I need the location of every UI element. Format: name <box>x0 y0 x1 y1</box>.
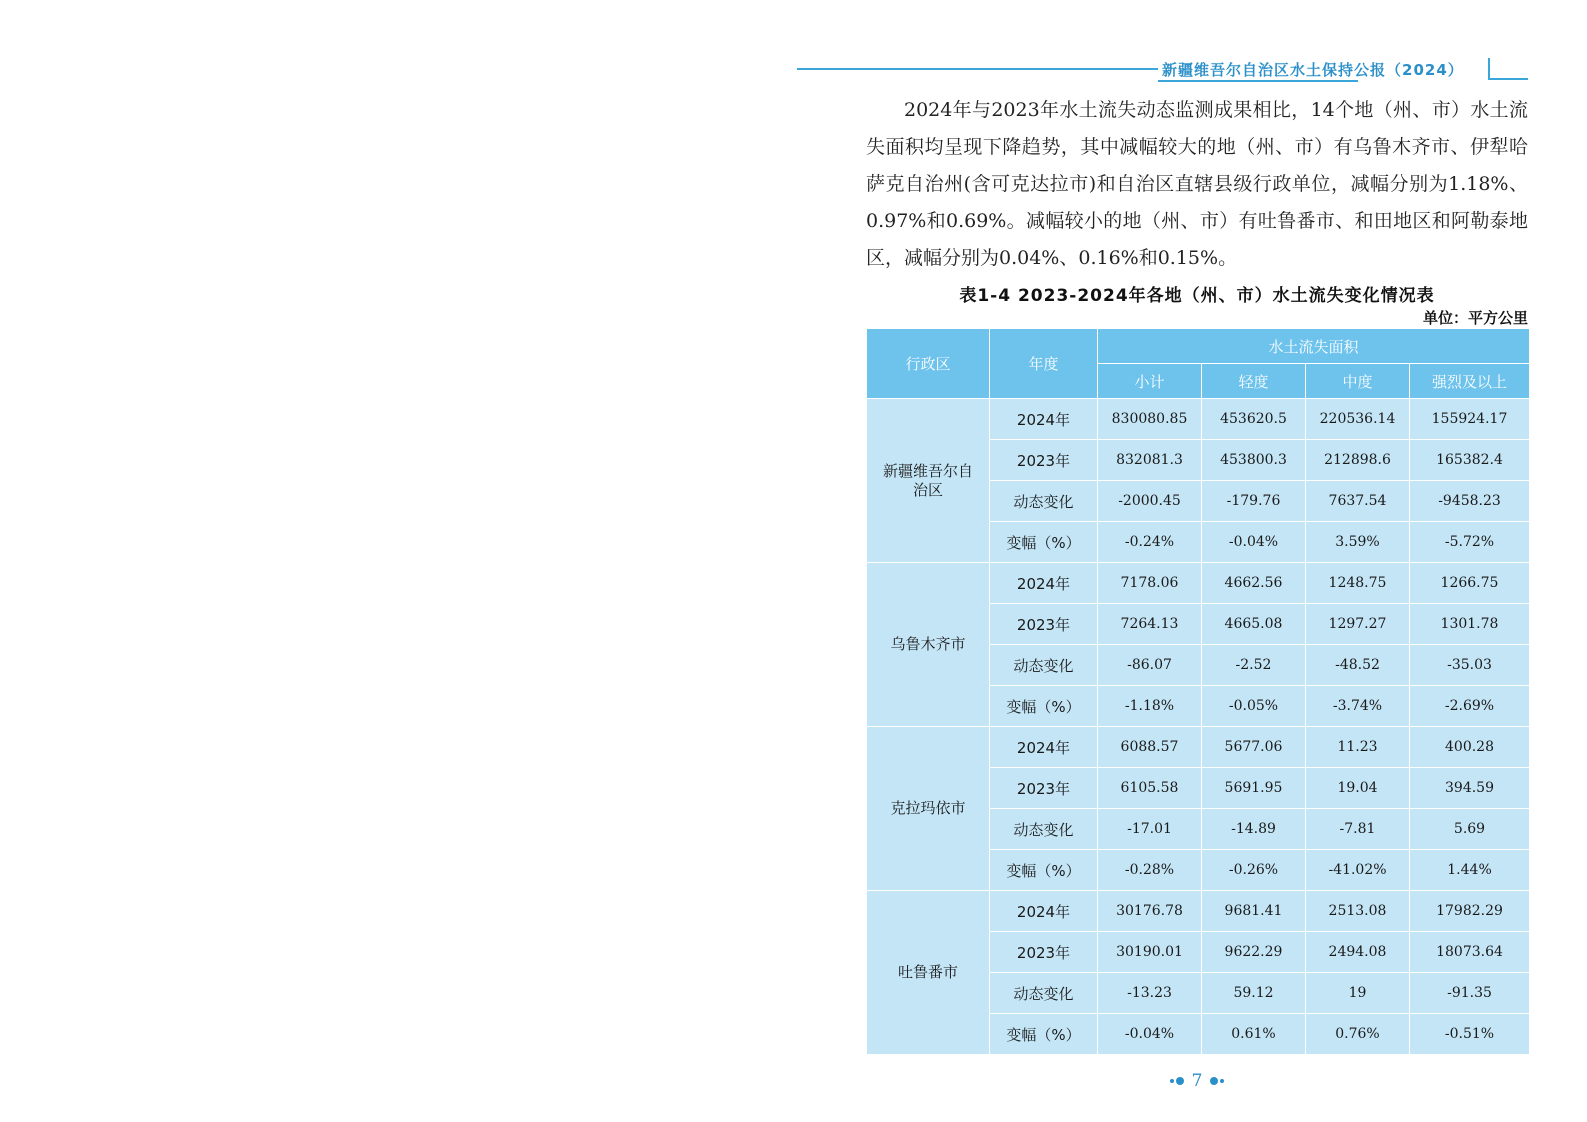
soil-erosion-table <box>866 328 1530 1055</box>
row-label: 2024年 <box>990 399 1098 440</box>
cell-light: 4665.08 <box>1202 604 1306 645</box>
cell-moderate: 11.23 <box>1306 727 1410 768</box>
row-label: 动态变化 <box>990 973 1098 1014</box>
cell-subtotal: 7264.13 <box>1098 604 1202 645</box>
cell-light: -0.05% <box>1202 686 1306 727</box>
row-label: 动态变化 <box>990 809 1098 850</box>
cell-severe: 1266.75 <box>1410 563 1530 604</box>
body-paragraph: 2024年与2023年水土流失动态监测成果相比，14个地（州、市）水土流失面积均呈现下降趋势，其中减幅较大的地（州、市）有乌鲁木齐市、伊犁哈萨克自治州(含可克达拉市)和自治区直辖县级行政单位，减幅分别为1.18%、0.97%和0.69%。减幅较小的地（州、市）有吐鲁番市、和田地区和阿勒泰地区，减幅分别为0.04%、0.16%和0.15%。 <box>866 99 1528 269</box>
page-number-text: 7 <box>1191 1071 1203 1091</box>
table-unit: 单位：平方公里 <box>1422 309 1528 327</box>
header-rule-right <box>1488 78 1528 80</box>
row-label: 动态变化 <box>990 645 1098 686</box>
cell-moderate: 19.04 <box>1306 768 1410 809</box>
cell-severe: -35.03 <box>1410 645 1530 686</box>
region-name: 吐鲁番市 <box>867 891 990 1055</box>
header-light: 轻度 <box>1202 364 1306 399</box>
cell-light: -179.76 <box>1202 481 1306 522</box>
cell-severe: -5.72% <box>1410 522 1530 563</box>
table-header-row <box>867 329 1530 364</box>
cell-subtotal: -2000.45 <box>1098 481 1202 522</box>
cell-moderate: 1248.75 <box>1306 563 1410 604</box>
cell-light: 5677.06 <box>1202 727 1306 768</box>
header-area-group: 水土流失面积 <box>1098 329 1530 364</box>
cell-subtotal: -86.07 <box>1098 645 1202 686</box>
cell-light: 5691.95 <box>1202 768 1306 809</box>
row-label: 变幅（%） <box>990 522 1098 563</box>
page-dot-icon <box>1170 1079 1174 1083</box>
row-label: 2024年 <box>990 563 1098 604</box>
cell-severe: -91.35 <box>1410 973 1530 1014</box>
page-number <box>1158 1070 1236 1092</box>
row-label: 变幅（%） <box>990 686 1098 727</box>
header-severe: 强烈及以上 <box>1410 364 1530 399</box>
row-label: 2023年 <box>990 440 1098 481</box>
table-row <box>867 399 1530 440</box>
page-dot-icon <box>1176 1077 1184 1085</box>
body-text <box>866 92 1528 277</box>
cell-subtotal: -17.01 <box>1098 809 1202 850</box>
cell-subtotal: 830080.85 <box>1098 399 1202 440</box>
cell-subtotal: -0.04% <box>1098 1014 1202 1055</box>
row-label: 变幅（%） <box>990 1014 1098 1055</box>
row-label: 2023年 <box>990 604 1098 645</box>
row-label: 变幅（%） <box>990 850 1098 891</box>
row-label: 2024年 <box>990 727 1098 768</box>
cell-subtotal: 7178.06 <box>1098 563 1202 604</box>
running-header-title: 新疆维吾尔自治区水土保持公报（2024） <box>1162 61 1464 79</box>
cell-subtotal: -0.28% <box>1098 850 1202 891</box>
cell-light: -0.26% <box>1202 850 1306 891</box>
header-region: 行政区 <box>867 329 990 399</box>
cell-moderate: -41.02% <box>1306 850 1410 891</box>
cell-severe: 400.28 <box>1410 727 1530 768</box>
cell-light: 4662.56 <box>1202 563 1306 604</box>
table-row <box>867 891 1530 932</box>
cell-severe: 5.69 <box>1410 809 1530 850</box>
page-dot-icon <box>1220 1079 1224 1083</box>
cell-subtotal: -13.23 <box>1098 973 1202 1014</box>
page-dot-icon <box>1210 1077 1218 1085</box>
cell-subtotal: 6105.58 <box>1098 768 1202 809</box>
cell-moderate: 3.59% <box>1306 522 1410 563</box>
header-title-underline <box>1158 80 1358 82</box>
cell-subtotal: 832081.3 <box>1098 440 1202 481</box>
cell-moderate: 2494.08 <box>1306 932 1410 973</box>
header-bracket <box>1488 58 1490 80</box>
cell-severe: 17982.29 <box>1410 891 1530 932</box>
cell-severe: 1301.78 <box>1410 604 1530 645</box>
header-moderate: 中度 <box>1306 364 1410 399</box>
region-name: 新疆维吾尔自治区 <box>867 399 990 563</box>
cell-light: -14.89 <box>1202 809 1306 850</box>
cell-severe: 165382.4 <box>1410 440 1530 481</box>
cell-moderate: -3.74% <box>1306 686 1410 727</box>
cell-severe: -0.51% <box>1410 1014 1530 1055</box>
cell-moderate: 7637.54 <box>1306 481 1410 522</box>
row-label: 动态变化 <box>990 481 1098 522</box>
header-subtotal: 小计 <box>1098 364 1202 399</box>
row-label: 2024年 <box>990 891 1098 932</box>
cell-moderate: 2513.08 <box>1306 891 1410 932</box>
cell-light: 453800.3 <box>1202 440 1306 481</box>
cell-moderate: 19 <box>1306 973 1410 1014</box>
cell-severe: 394.59 <box>1410 768 1530 809</box>
region-name: 乌鲁木齐市 <box>867 563 990 727</box>
table-title: 表1-4 2023-2024年各地（州、市）水土流失变化情况表 <box>959 286 1435 306</box>
table-row <box>867 563 1530 604</box>
cell-severe: 155924.17 <box>1410 399 1530 440</box>
cell-severe: -2.69% <box>1410 686 1530 727</box>
cell-light: -2.52 <box>1202 645 1306 686</box>
header-year: 年度 <box>990 329 1098 399</box>
cell-light: -0.04% <box>1202 522 1306 563</box>
row-label: 2023年 <box>990 932 1098 973</box>
cell-light: 453620.5 <box>1202 399 1306 440</box>
cell-subtotal: -1.18% <box>1098 686 1202 727</box>
table-row <box>867 727 1530 768</box>
cell-moderate: -7.81 <box>1306 809 1410 850</box>
cell-subtotal: 30176.78 <box>1098 891 1202 932</box>
cell-severe: 1.44% <box>1410 850 1530 891</box>
row-label: 2023年 <box>990 768 1098 809</box>
cell-moderate: 212898.6 <box>1306 440 1410 481</box>
cell-moderate: 0.76% <box>1306 1014 1410 1055</box>
cell-subtotal: 30190.01 <box>1098 932 1202 973</box>
cell-severe: -9458.23 <box>1410 481 1530 522</box>
cell-light: 9622.29 <box>1202 932 1306 973</box>
cell-moderate: -48.52 <box>1306 645 1410 686</box>
cell-subtotal: 6088.57 <box>1098 727 1202 768</box>
cell-moderate: 1297.27 <box>1306 604 1410 645</box>
cell-severe: 18073.64 <box>1410 932 1530 973</box>
cell-subtotal: -0.24% <box>1098 522 1202 563</box>
cell-light: 9681.41 <box>1202 891 1306 932</box>
cell-light: 0.61% <box>1202 1014 1306 1055</box>
cell-moderate: 220536.14 <box>1306 399 1410 440</box>
header-rule-left <box>797 68 1158 70</box>
region-name: 克拉玛依市 <box>867 727 990 891</box>
cell-light: 59.12 <box>1202 973 1306 1014</box>
